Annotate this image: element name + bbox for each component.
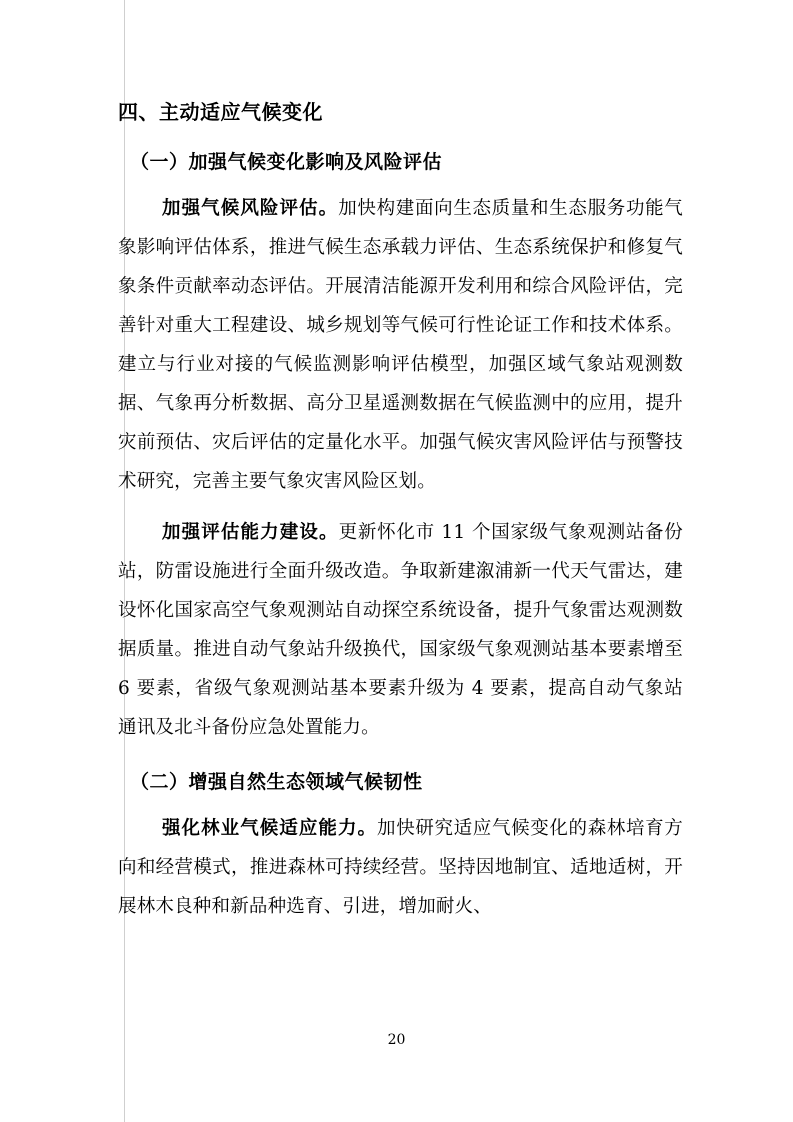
paragraph-lead-2: 加强评估能力建设。 [162, 522, 339, 543]
page-content [118, 95, 683, 930]
paragraph-lead-3: 强化林业气候适应能力。 [162, 818, 378, 839]
section-heading: 四、主动适应气候变化 [118, 100, 323, 124]
paragraph-spacer [118, 505, 683, 513]
subsection-heading-2: （二）增强自然生态领域气候韧性 [130, 771, 423, 793]
page-number: 20 [387, 1032, 406, 1048]
subsection-heading-1: （一）加强气候变化影响及风险评估 [130, 151, 443, 173]
paragraph-climate-risk-assessment [118, 189, 683, 501]
section-spacer [118, 751, 683, 765]
paragraph-body-1: 加快构建面向生态质量和生态服务功能气象影响评估体系，推进气候生态承载力评估、生态系统保护和修复气象条件贡献率动态评估。开展清洁能源开发利用和综合风险评估，完善针对重大工程建设、城乡规划等气候可行性论证工作和技术体系。建立与行业对接的气候监测影响评估模型，加强区域气象站观测数据、气象再分析数据、高分卫星遥测数据在气候监测中的应用，提升灾前预估、灾后评估的定量化水平。加强气候灾害风险评估与预警技术研究，完善主要气象灾害风险区划。 [118, 198, 683, 492]
paragraph-lead-1: 加强气候风险评估。 [162, 198, 339, 219]
paragraph-body-2: 更新怀化市 11 个国家级气象观测站备份站，防雷设施进行全面升级改造。争取新建溆浦新一代天气雷达，建设怀化国家高空气象观测站自动探空系统设备，提升气象雷达观测数据质量。推进自动气象站升级换代，国家级气象观测站基本要素增至 6 要素，省级气象观测站基本要素升级为 4 要素，提高自动气象站通讯及北斗备份应急处置能力。 [118, 522, 683, 738]
paragraph-forestry-adaptation [118, 809, 683, 926]
paragraph-assessment-capacity [118, 513, 683, 747]
paragraph-body-3: 加快研究适应气候变化的森林培育方向和经营模式，推进森林可持续经营。坚持因地制宜、适地适树，开展林木良种和新品种选育、引进，增加耐火、 [118, 818, 683, 917]
